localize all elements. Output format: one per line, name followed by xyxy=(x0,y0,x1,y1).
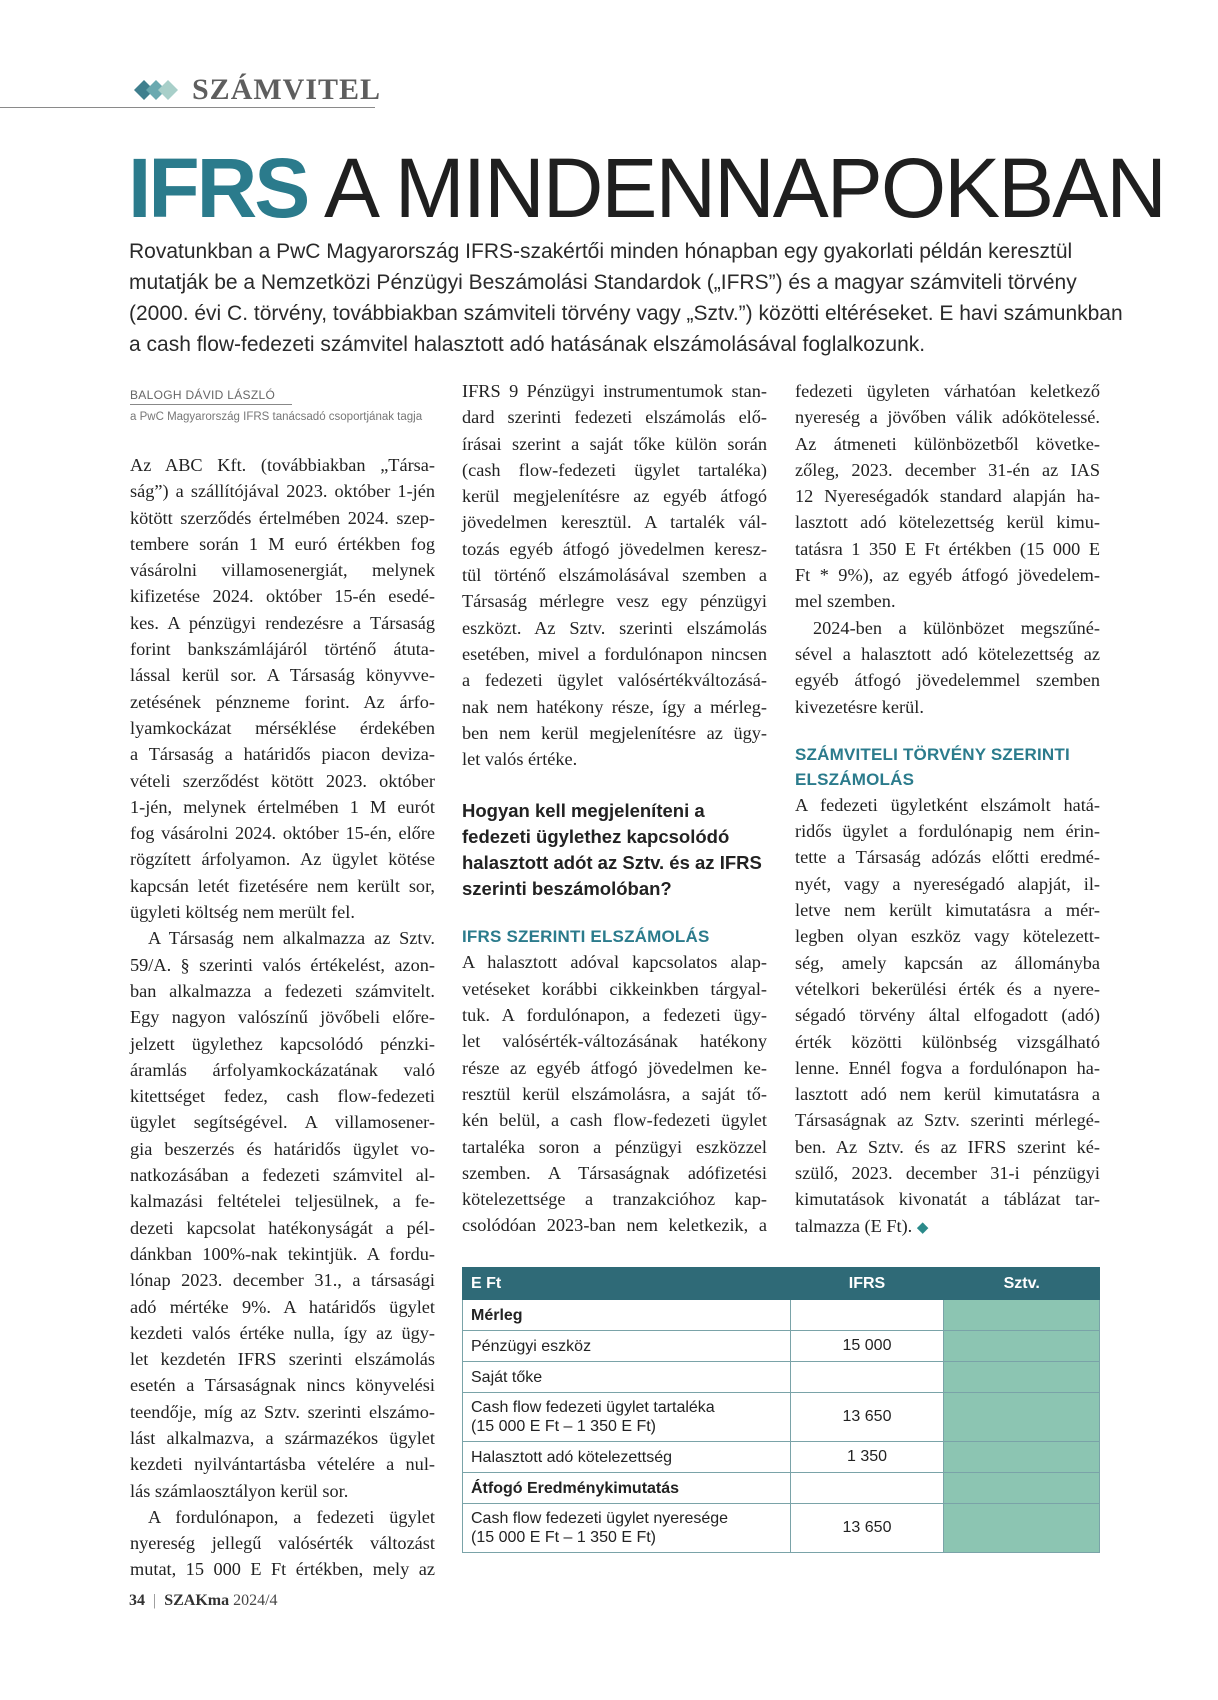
row-label-line: Átfogó Eredménykimutatás xyxy=(471,1479,680,1497)
row-label xyxy=(463,1393,791,1442)
text-line: ségadó törvény által elfogadott (adó) xyxy=(795,1005,1100,1026)
text-line: kapcsán letét fizetésére nem került sor, xyxy=(130,875,435,896)
table-header-cell: Sztv. xyxy=(944,1268,1100,1300)
text-line: érték közötti különbség vizsgálható xyxy=(795,1031,1100,1052)
text-line: tette a Társaság adózás előtti eredmé- xyxy=(795,847,1100,868)
text-line: A Társaság nem alkalmazza az Sztv. xyxy=(148,928,435,949)
ifrs-value: 13 650 xyxy=(790,1504,944,1553)
text-line: tül történő elszámolásával szemben a xyxy=(462,565,767,586)
page-footer xyxy=(129,1592,278,1610)
row-label xyxy=(463,1331,791,1362)
text-line: a Társaság a határidős piacon deviza- xyxy=(130,744,435,765)
footer-separator: | xyxy=(153,1592,157,1609)
headline-accent: IFRS xyxy=(128,141,308,235)
text-line: ügylet segítségével. A villamosener- xyxy=(130,1112,435,1133)
heading-line: Hogyan kell megjeleníteni a xyxy=(462,800,705,822)
text-line: írásai szerint a saját tőke külön során xyxy=(462,433,767,454)
table-body xyxy=(463,1300,1100,1553)
issue-number: 2024/4 xyxy=(233,1592,278,1609)
sztv-value xyxy=(944,1362,1100,1393)
text-line: letve nem került kimutatásra a mér- xyxy=(795,900,1100,921)
text-line: sével a halasztott adó kötelezettség az xyxy=(795,643,1100,664)
text-line: 12 Nyereségadók standard alapján ha- xyxy=(795,486,1100,507)
text-line: kerül megjelenítésre az egyéb átfogó xyxy=(462,486,767,507)
row-label xyxy=(463,1473,791,1504)
author-role: a PwC Magyarország IFRS tanácsadó csoportjának tagja xyxy=(130,411,423,423)
text-line: ridős ügylet a fordulónapig nem érin- xyxy=(795,821,1100,842)
row-label-line: Pénzügyi eszköz xyxy=(471,1337,592,1355)
text-line: vételkori bekerülési érték és a nyere- xyxy=(795,978,1100,999)
body-paragraph xyxy=(795,792,1100,1241)
text-line: Társaság mérlegre vesz egy pénzügyi xyxy=(462,591,767,612)
text-line: ügyleti költség nem merült fel. xyxy=(130,902,355,923)
lead-line: a cash flow-fedezeti számvitel halasztott adó hatásának elszámolásával foglalkozunk. xyxy=(129,333,926,356)
table-header-cell: E Ft xyxy=(463,1268,791,1300)
row-label-line: Mérleg xyxy=(471,1306,523,1324)
row-label-line: Cash flow fedezeti ügylet nyeresége xyxy=(471,1510,729,1527)
text-line: ban alkalmazza a fedezeti számvitelt. xyxy=(130,980,435,1001)
headline-rest: A MINDENNAPOKBAN xyxy=(307,141,1165,235)
text-line: kalmazási feltételei teljesülnek, a fe- xyxy=(130,1191,435,1212)
diamonds-icon xyxy=(124,75,184,105)
text-line: zőleg, 2023. december 31-én az IAS xyxy=(795,459,1100,480)
text-line: lyamkockázat mérséklése érdekében xyxy=(130,717,435,738)
text-line: kes. A pénzügyi rendezésre a Társaság xyxy=(130,612,435,633)
text-line: Egy nagyon valószínű jövőbeli előre- xyxy=(130,1007,435,1028)
author-rule xyxy=(130,404,292,405)
lead-line: Rovatunkban a PwC Magyarország IFRS-szakértői minden hónapban egy gyakorlati példán keresztül xyxy=(129,240,1073,263)
text-line: egyéb átfogó jövedelemmel szemben xyxy=(795,670,1100,691)
text-line: tuk. A fordulónapon, a fedezeti ügy- xyxy=(462,1005,767,1026)
row-label xyxy=(463,1504,791,1553)
sztv-value xyxy=(944,1504,1100,1553)
ifrs-value xyxy=(790,1362,944,1393)
ifrs-value: 13 650 xyxy=(790,1393,944,1442)
section-label: SZÁMVITEL xyxy=(192,73,382,106)
text-line: lással kerül sor. A Társaság könyvve- xyxy=(130,665,435,686)
table-header-cell: IFRS xyxy=(790,1268,944,1300)
text-line: ben nem kerül megjelenítésre az ügy- xyxy=(462,722,767,743)
text-line: A fedezeti ügyletként elszámolt hatá- xyxy=(795,794,1100,815)
text-line: vásárolni villamosenergiát, melynek xyxy=(130,560,435,581)
text-line: zetésének pénzneme forint. Az árfo- xyxy=(130,691,435,712)
text-line: A halasztott adóval kapcsolatos alap- xyxy=(462,952,767,973)
table-header-row xyxy=(463,1268,1100,1300)
text-line: kivezetésre kerül. xyxy=(795,696,924,717)
text-line: jövedelmen keresztül. A tartalék vál- xyxy=(462,512,767,533)
text-line: fog vásárolni 2024. október 15-én, előre xyxy=(130,823,435,844)
table-row xyxy=(463,1331,1100,1362)
body-paragraph xyxy=(130,1504,435,1583)
headline xyxy=(128,138,1165,238)
text-line: csolódóan 2023-ban nem keletkezik, a xyxy=(462,1215,767,1236)
table-row xyxy=(463,1393,1100,1442)
text-line: let valósérték-változásának hatékony xyxy=(462,1031,767,1052)
text-line xyxy=(795,1213,1100,1241)
text-line: 1-jén, melynek értelmében 1 M eurót xyxy=(130,796,435,817)
text-line: nyét, vagy a nyereségadó alapját, il- xyxy=(795,873,1100,894)
text-line: tartaléka soron a pénzügyi eszközzel xyxy=(462,1136,767,1157)
text-line: lás számlaosztályon kerül sor. xyxy=(130,1480,349,1501)
row-label-line: Halasztott adó kötelezettség xyxy=(471,1448,673,1466)
lead-paragraph xyxy=(129,236,1123,360)
text-line: tozás egyéb átfogó jövedelmen keresz- xyxy=(462,538,767,559)
text-line: lást alkalmazva, a származékos ügylet xyxy=(130,1427,435,1448)
text-line: ben. Az Sztv. és az IFRS szerint ké- xyxy=(795,1136,1100,1157)
row-label-line: (15 000 E Ft – 1 350 E Ft) xyxy=(471,1529,656,1546)
text-line: fedezeti ügyleten várhatóan keletkező xyxy=(795,381,1100,401)
text-line: nyereség a jövőben válik adókötelessé. xyxy=(795,407,1100,428)
text-line: adó mértéke 9%. A határidős ügylet xyxy=(130,1296,435,1317)
text-line: natkozásában a fedezeti számvitel al- xyxy=(130,1165,435,1186)
body-paragraph xyxy=(462,378,767,772)
text-line: Társaságnak az Sztv. szerinti mérlegé- xyxy=(795,1110,1100,1131)
row-label-line: (15 000 E Ft – 1 350 E Ft) xyxy=(471,1418,656,1435)
heading-line: szerinti beszámolóban? xyxy=(462,878,672,900)
text-line: IFRS 9 Pénzügyi instrumentumok stan- xyxy=(462,381,767,401)
sztv-value xyxy=(944,1473,1100,1504)
financial-table xyxy=(462,1267,1100,1553)
sztv-value xyxy=(944,1442,1100,1473)
text-line: tembere során 1 M euró értékben fog xyxy=(130,533,435,554)
ifrs-value xyxy=(790,1300,944,1331)
row-label-line: Saját tőke xyxy=(471,1368,543,1386)
text-line: lasztott adó nem kerül kimutatásra a xyxy=(795,1084,1100,1105)
text-line: 59/A. § szerinti valós értékelést, azon- xyxy=(130,954,435,975)
text-line: let kezdetén IFRS szerinti elszámolás xyxy=(130,1349,435,1370)
column-3 xyxy=(795,378,1100,1241)
ifrs-value: 15 000 xyxy=(790,1331,944,1362)
heading-line: fedezeti ügylethez kapcsolódó xyxy=(462,826,730,848)
column-1 xyxy=(130,452,435,1583)
text-line: (cash flow-fedezeti ügylet tartaléka) xyxy=(462,459,767,480)
lead-line: (2000. évi C. törvény, továbbiakban számviteli törvény vagy „Sztv.”) közötti eltéréseket. E havi számunkban xyxy=(129,302,1123,325)
text-line: kimutatások kivonatát a táblázat tar- xyxy=(795,1189,1100,1210)
text-line: esetén a Társaságnak nincs könyvelési xyxy=(130,1375,435,1396)
text-line: a fedezeti ügylet valósértékváltozásá- xyxy=(462,670,767,691)
sztv-value xyxy=(944,1331,1100,1362)
table-row xyxy=(463,1362,1100,1393)
row-label xyxy=(463,1362,791,1393)
ifrs-value: 1 350 xyxy=(790,1442,944,1473)
section-rule xyxy=(0,107,375,108)
magazine-name: SZAKma xyxy=(164,1592,230,1609)
text-line: kitettséget fedez, cash flow-fedezeti xyxy=(130,1086,435,1107)
text-line: resztül kerül elszámolásra, a saját tő- xyxy=(462,1083,767,1104)
row-label xyxy=(463,1300,791,1331)
text-line: lenne. Ennél fogva a fordulónapon ha- xyxy=(795,1057,1100,1078)
text-line: dánkban 100%-nak tekintjük. A fordu- xyxy=(130,1243,435,1264)
ifrs-value xyxy=(790,1473,944,1504)
column-2 xyxy=(462,378,767,1239)
text-line: let valós értéke. xyxy=(462,749,578,770)
text-line: tatásra 1 350 E Ft értékben (15 000 E xyxy=(795,538,1100,559)
sztv-value xyxy=(944,1393,1100,1442)
text-line: vételi szerződést kötött 2023. október xyxy=(130,770,435,791)
text-line: kifizetése 2024. október 15-én esedé- xyxy=(130,586,435,607)
subheading xyxy=(462,924,767,949)
text-line: mel szemben. xyxy=(795,591,896,612)
lead-line: mutatják be a Nemzetközi Pénzügyi Beszámolási Standardok („IFRS”) és a magyar számviteli törvény xyxy=(129,271,1077,294)
text-line: mutat, 15 000 E Ft értékben, mely az xyxy=(130,1559,435,1580)
text-line: teendője, míg az Sztv. szerinti elszámo- xyxy=(130,1401,435,1422)
sztv-value xyxy=(944,1300,1100,1331)
page-number: 34 xyxy=(129,1592,145,1609)
text-line: kén belül, a cash flow-fedezeti ügylet xyxy=(462,1110,767,1131)
subheading xyxy=(795,742,1100,792)
text-line: Az átmeneti különbözetből követke- xyxy=(795,433,1100,454)
text-line: dard szerinti fedezeti elszámolás elő- xyxy=(462,407,767,428)
table-row xyxy=(463,1300,1100,1331)
heading-line: halasztott adót az Sztv. és az IFRS xyxy=(462,852,762,874)
text-line: Az ABC Kft. (továbbiakban „Társa- xyxy=(130,455,435,475)
text-line: talmazza (E Ft). xyxy=(795,1215,913,1236)
text-line: áramlás árfolyamkockázatának való xyxy=(130,1059,435,1080)
text-line: Ft * 9%), az egyéb átfogó jövedelem- xyxy=(795,565,1100,586)
row-label-line: Cash flow fedezeti ügylet tartaléka xyxy=(471,1399,715,1416)
text-line: szemben. A Társaságnak adófizetési xyxy=(462,1162,767,1183)
text-line: része az egyéb átfogó jövedelmen ke- xyxy=(462,1057,767,1078)
table-row xyxy=(463,1504,1100,1553)
heading-line: SZÁMVITELI TÖRVÉNY SZERINTI xyxy=(795,744,1070,764)
text-line: kezdeti valós értéke nulla, így az ügy- xyxy=(130,1322,435,1343)
question-heading xyxy=(462,798,767,902)
heading-line: IFRS SZERINTI ELSZÁMOLÁS xyxy=(462,927,710,947)
text-line: kötött szerződés értelmében 2024. szep- xyxy=(130,507,435,528)
text-line: jelzett ügylethez kapcsolódó pénzki- xyxy=(130,1033,435,1054)
text-line: 2024-ben a különbözet megszűné- xyxy=(813,617,1100,638)
body-paragraph xyxy=(130,925,435,1504)
text-line: vetéseket korábbi cikkeinkben tárgyal- xyxy=(462,978,767,999)
text-line: forint bankszámlájáról történő átuta- xyxy=(130,639,435,660)
body-paragraph xyxy=(795,378,1100,615)
heading-line: ELSZÁMOLÁS xyxy=(795,769,915,789)
text-line: gia beszerzés és határidős ügylet vo- xyxy=(130,1138,435,1159)
row-label xyxy=(463,1442,791,1473)
text-line: lasztott adó kötelezettség kerül kimu- xyxy=(795,512,1100,533)
end-diamond-icon: ◆ xyxy=(916,1219,929,1236)
author-name: BALOGH DÁVID LÁSZLÓ xyxy=(130,388,276,402)
text-line: nak nem hatékony része, így a mérleg- xyxy=(462,696,767,717)
text-line: ség, amely kapcsán az állományba xyxy=(795,952,1100,973)
text-line: kezdeti nyilvántartásba vételére a nul- xyxy=(130,1454,435,1475)
text-line: kötelezettsége a tranzakcióhoz kap- xyxy=(462,1189,767,1210)
table-row xyxy=(463,1473,1100,1504)
body-paragraph xyxy=(795,615,1100,720)
text-line: A fordulónapon, a fedezeti ügylet xyxy=(148,1506,435,1527)
text-line: esetében, mivel a fordulónapon nincsen xyxy=(462,643,767,664)
text-line: szülő, 2023. december 31-i pénzügyi xyxy=(795,1163,1100,1184)
text-line: nyereség jellegű valósérték változást xyxy=(130,1533,435,1554)
table-row xyxy=(463,1442,1100,1473)
text-line: rögzített árfolyamon. Az ügylet kötése xyxy=(130,849,435,870)
byline xyxy=(130,388,422,423)
text-line: eszközt. Az Sztv. szerinti elszámolás xyxy=(462,617,767,638)
body-paragraph xyxy=(462,949,767,1238)
text-line: dezeti kapcsolat hatékonyságát a pél- xyxy=(130,1217,435,1238)
text-line: legben olyan eszköz vagy kötelezett- xyxy=(795,926,1100,947)
text-line: ság”) a szállítójával 2023. október 1-jén xyxy=(130,481,435,502)
text-line: lónap 2023. december 31., a társasági xyxy=(130,1270,435,1291)
section-header xyxy=(124,72,381,108)
body-paragraph xyxy=(130,452,435,925)
